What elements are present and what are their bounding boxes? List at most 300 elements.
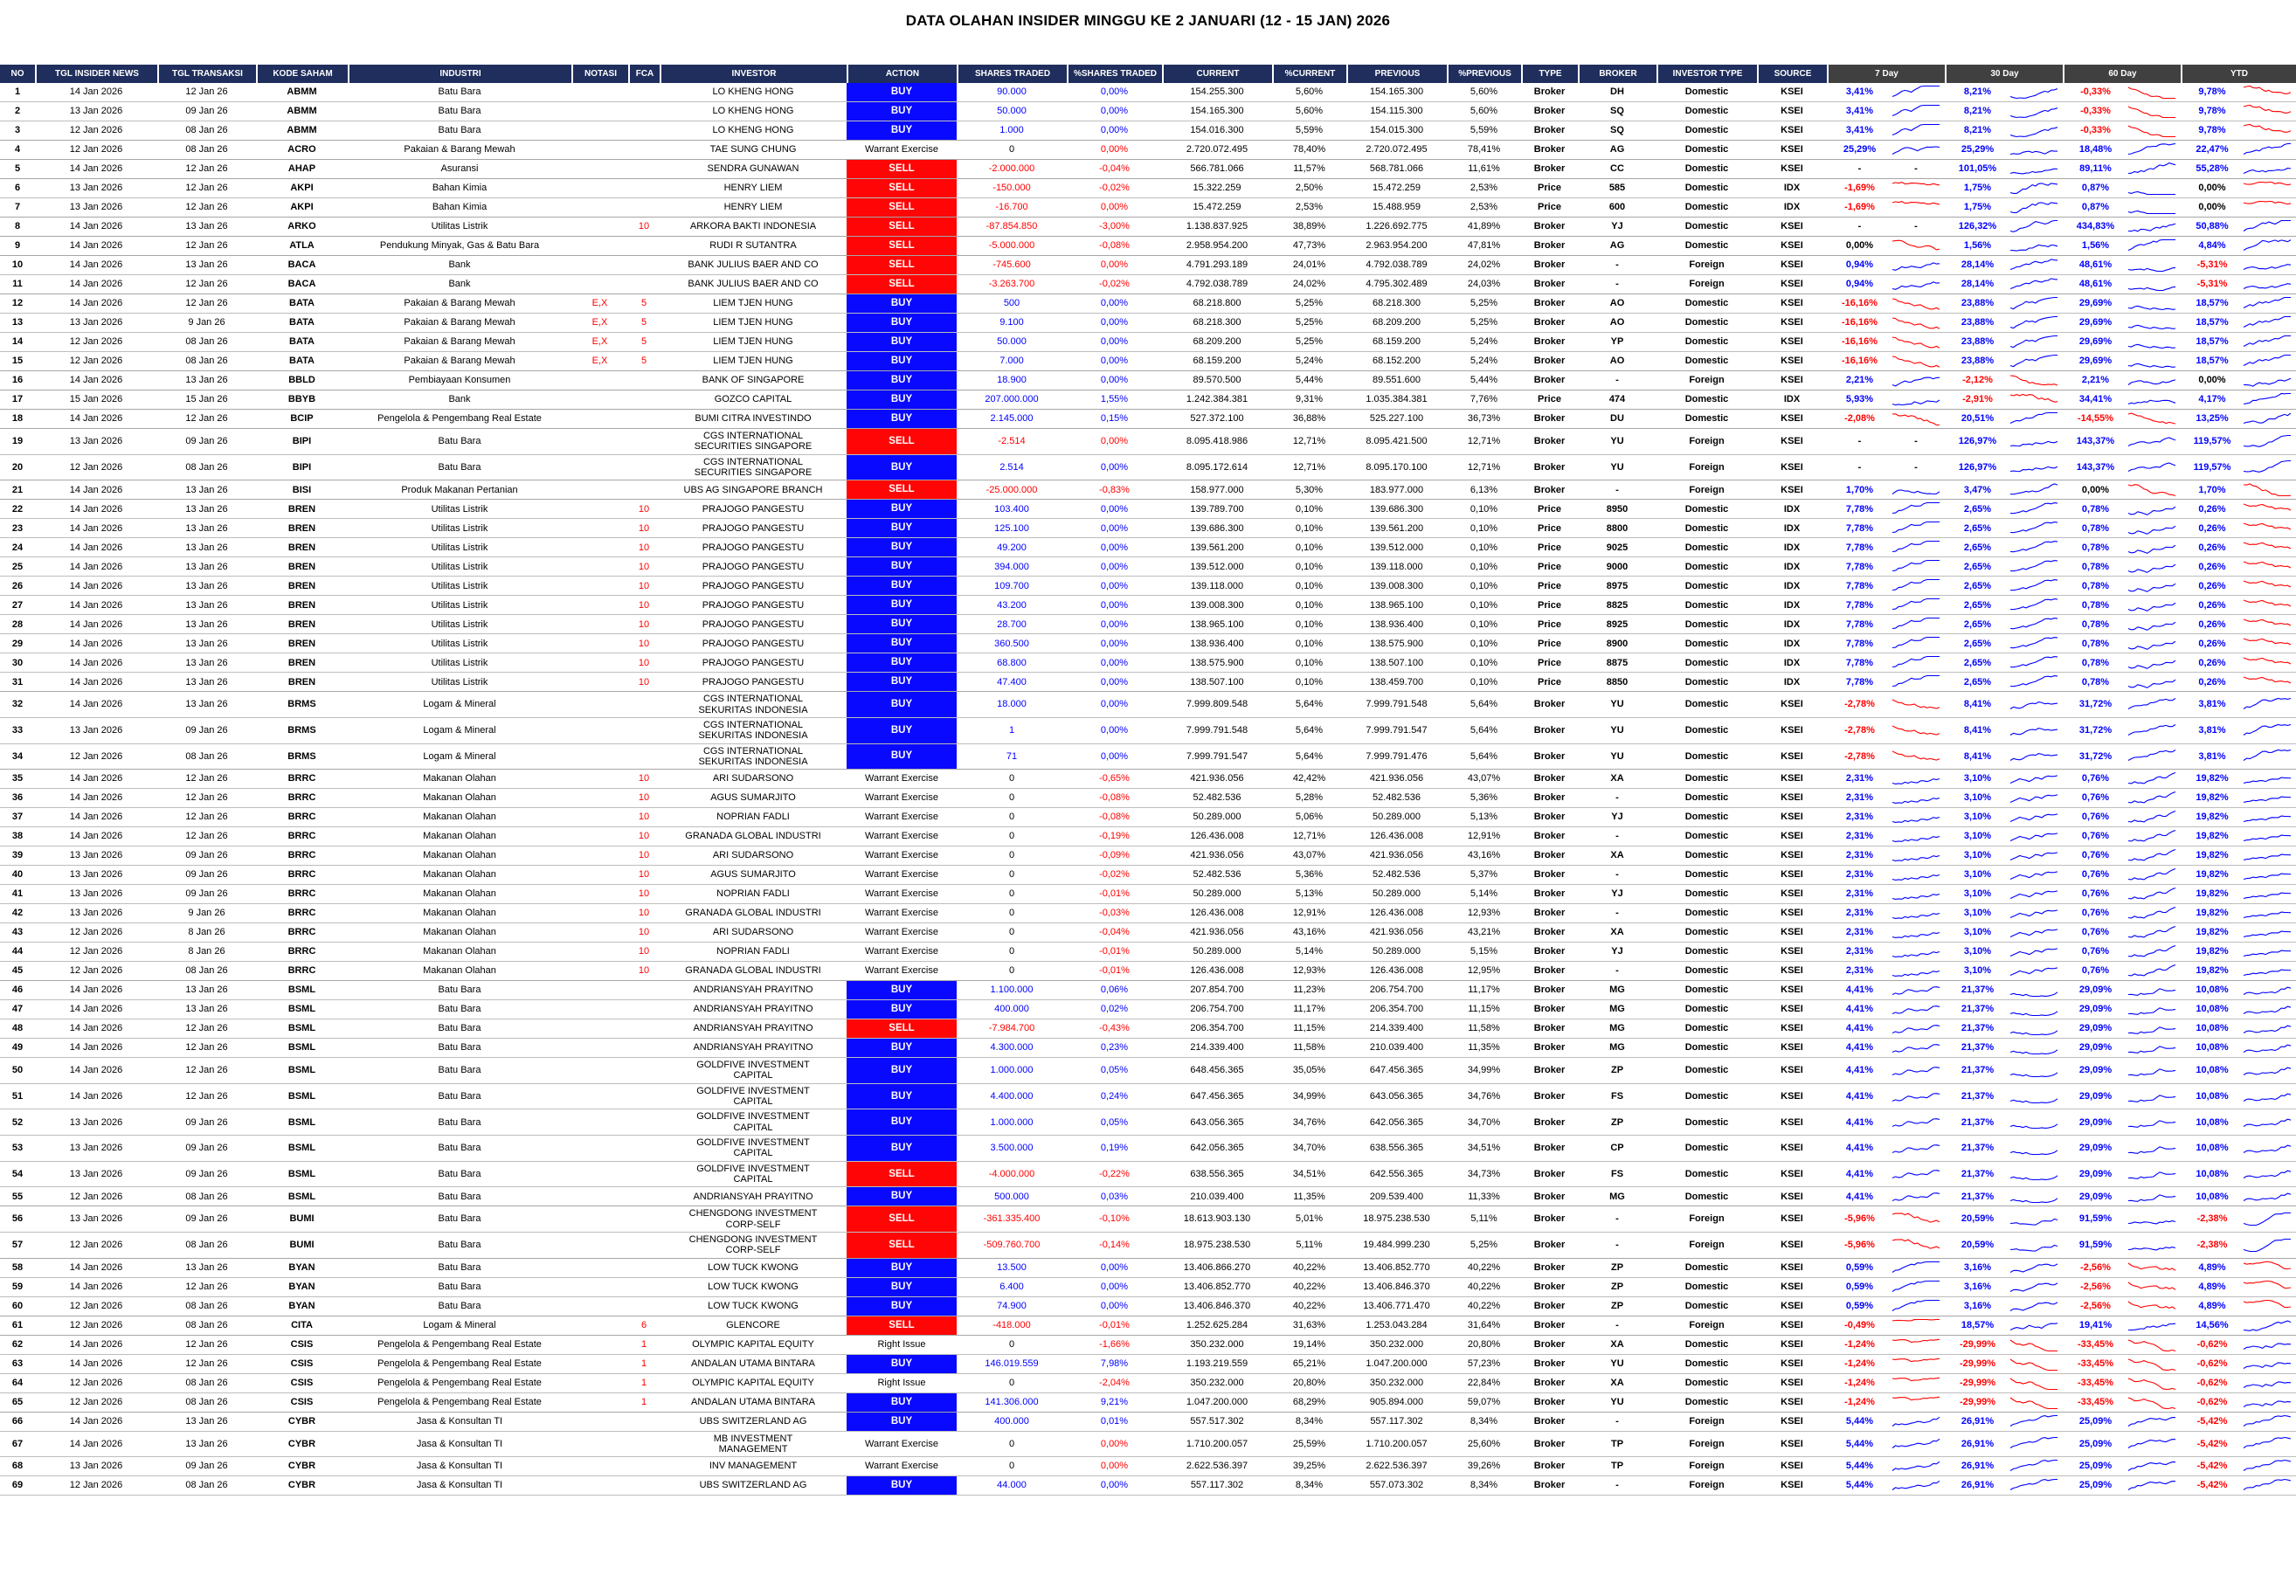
cell-trend-ytd: [2181, 634, 2296, 653]
cell-kode-saham: CYBR: [287, 1415, 316, 1427]
cell-current: 210.039.400: [1190, 1191, 1244, 1202]
cell-trend-ytd: [2181, 1413, 2296, 1431]
cell-fca: [628, 1039, 660, 1057]
cell-trend-d7: [1827, 1316, 1945, 1335]
cell-pct-current: 78,40%: [1292, 144, 1326, 155]
cell-tgl-transaksi: 13 Jan 26: [185, 657, 228, 668]
cell-tgl-transaksi: 09 Jan 26: [185, 1461, 228, 1472]
cell-pct-shares-traded: -0,09%: [1099, 850, 1130, 861]
cell-trend-ytd: [2181, 866, 2296, 884]
cell-trend-d60: [2063, 962, 2181, 980]
cell-previous: 126.436.008: [1369, 831, 1424, 842]
cell-investor-type: Domestic: [1684, 240, 1729, 252]
trend-value-d30: 3,10%: [1963, 850, 1992, 861]
cell-shares-traded: -745.600: [992, 259, 1031, 271]
trend-value-d7: 2,31%: [1845, 965, 1874, 977]
cell-broker: XA: [1610, 1338, 1624, 1350]
trend-value-ytd: 4,89%: [2198, 1261, 2226, 1273]
cell-fca: 10: [638, 638, 650, 649]
table-row: [0, 314, 2296, 333]
cell-notasi: [571, 179, 628, 197]
cell-notasi: [571, 519, 628, 537]
cell-action: [847, 352, 957, 370]
cell-source: KSEI: [1781, 336, 1803, 348]
sparkline-placeholder: -: [1914, 221, 1918, 232]
cell-investor: HENRY LIEM: [723, 183, 783, 194]
cell-investor: CGS INTERNATIONAL SECURITIES SINGAPORE: [694, 431, 813, 453]
cell-trend-ytd: [2181, 1476, 2296, 1495]
trend-value-d60: 29,09%: [2078, 1042, 2113, 1054]
trend-value-d7: 2,31%: [1845, 812, 1874, 823]
sparkline-60day-chart: [2127, 674, 2177, 689]
cell-previous: 68.159.200: [1372, 336, 1421, 348]
cell-notasi: [571, 1432, 628, 1457]
cell-action: [847, 1457, 957, 1475]
action-badge: BUY: [847, 83, 957, 101]
cell-trend-d60: [2063, 596, 2181, 614]
cell-source: KSEI: [1781, 750, 1803, 762]
cell-tgl-transaksi: 08 Jan 26: [185, 1377, 228, 1388]
cell-pct-shares-traded: -0,08%: [1099, 812, 1130, 823]
cell-type: Broker: [1533, 86, 1566, 98]
cell-shares-traded: 71: [1006, 750, 1018, 762]
cell-source: KSEI: [1781, 725, 1803, 736]
cell-trend-ytd: [2181, 1393, 2296, 1412]
cell-source: KSEI: [1781, 298, 1803, 309]
cell-fca: 10: [638, 657, 650, 668]
cell-source: KSEI: [1781, 221, 1803, 232]
trend-value-d30: -29,99%: [1960, 1396, 1995, 1407]
trend-value-ytd: 1,70%: [2198, 484, 2226, 495]
sparkline-30day-chart: [2009, 296, 2059, 311]
cell-current: 13.406.852.770: [1183, 1281, 1251, 1292]
cell-fca: [628, 198, 660, 217]
cell-type: Broker: [1533, 1116, 1566, 1128]
cell-broker: -: [1615, 259, 1619, 271]
cell-no: 45: [11, 965, 24, 977]
sparkline-yt-chart: [2242, 655, 2293, 670]
cell-kode-saham: BBLD: [288, 375, 315, 386]
cell-no: 28: [11, 618, 24, 630]
sparkline-30day-chart: [2009, 1376, 2059, 1391]
cell-trend-d7: [1827, 1084, 1945, 1109]
cell-trend-d60: [2063, 1109, 2181, 1135]
sparkline-30day-chart: [2009, 749, 2059, 763]
sparkline-60day-chart: [2127, 1414, 2177, 1429]
cell-industri: Pakaian & Barang Mewah: [404, 336, 515, 348]
cell-trend-ytd: [2181, 1206, 2296, 1232]
trend-value-d30: 3,10%: [1963, 831, 1992, 842]
trend-value-d7: 7,78%: [1845, 638, 1874, 649]
cell-fca: 10: [638, 869, 650, 881]
trend-value-ytd: 4,89%: [2198, 1281, 2226, 1292]
sparkline-30day-chart: [2009, 162, 2059, 176]
cell-no: 37: [11, 812, 24, 823]
cell-no: 13: [11, 317, 24, 328]
cell-industri: Batu Bara: [438, 1168, 481, 1179]
cell-shares-traded: 49.200: [997, 542, 1027, 553]
cell-tgl-insider-news: 14 Jan 2026: [69, 259, 123, 271]
trend-value-d30: 1,75%: [1963, 183, 1992, 194]
cell-pct-current: 5,11%: [1296, 1240, 1323, 1251]
table-row: [0, 352, 2296, 371]
cell-tgl-transaksi: 08 Jan 26: [185, 1300, 228, 1311]
sparkline-60day-chart: [2127, 501, 2177, 516]
trend-value-ytd: 19,82%: [2196, 946, 2229, 957]
sparkline-7day-chart: [1891, 238, 1941, 253]
trend-value-d7: 5,44%: [1845, 1415, 1874, 1427]
cell-trend-d7: [1827, 1259, 1945, 1277]
trend-value-d60: 34,41%: [2078, 394, 2113, 405]
sparkline-7day-chart: [1891, 392, 1941, 407]
column-header-row: [0, 65, 2296, 83]
cell-no: 39: [11, 850, 24, 861]
cell-tgl-transaksi: 9 Jan 26: [188, 908, 225, 919]
cell-pct-shares-traded: 0,05%: [1100, 1116, 1129, 1128]
cell-notasi: [571, 1058, 628, 1083]
cell-pct-current: 65,21%: [1292, 1358, 1326, 1369]
sparkline-60day-chart: [2127, 162, 2177, 176]
cell-action: [847, 1336, 957, 1354]
cell-pct-current: 0,10%: [1295, 503, 1324, 515]
cell-notasi: [571, 1476, 628, 1495]
cell-shares-traded: -87.854.850: [985, 221, 1038, 232]
cell-tgl-insider-news: 14 Jan 2026: [69, 773, 123, 784]
cell-previous: 7.999.791.547: [1366, 725, 1428, 736]
cell-trend-ytd: [2181, 943, 2296, 961]
cell-kode-saham: BRRC: [287, 888, 316, 900]
cell-type: Broker: [1533, 1261, 1566, 1273]
cell-notasi: [571, 1019, 628, 1038]
cell-industri: Pembiayaan Konsumen: [408, 375, 511, 386]
cell-trend-d7: [1827, 789, 1945, 807]
cell-investor: LOW TUCK KWONG: [708, 1261, 799, 1273]
cell-kode-saham: ABMM: [287, 125, 317, 136]
cell-trend-d30: [1945, 500, 2063, 518]
cell-tgl-transaksi: 08 Jan 26: [185, 1191, 228, 1202]
cell-industri: Pengelola & Pengembang Real Estate: [377, 1338, 542, 1350]
cell-broker: AG: [1609, 144, 1625, 155]
cell-type: Broker: [1533, 461, 1566, 473]
cell-source: KSEI: [1781, 965, 1803, 977]
cell-investor: ARKORA BAKTI INDONESIA: [689, 221, 817, 232]
cell-industri: Jasa & Konsultan TI: [416, 1480, 503, 1491]
cell-kode-saham: BRRC: [287, 812, 316, 823]
table-row: [0, 885, 2296, 904]
cell-trend-ytd: [2181, 390, 2296, 409]
cell-pct-shares-traded: -0,14%: [1099, 1240, 1130, 1251]
cell-source: KSEI: [1781, 144, 1803, 155]
cell-pct-current: 0,10%: [1295, 657, 1324, 668]
trend-value-d7: -1,69%: [1844, 183, 1875, 194]
cell-trend-d30: [1945, 577, 2063, 595]
cell-trend-d60: [2063, 1413, 2181, 1431]
sparkline-30day-chart: [2009, 636, 2059, 651]
cell-trend-d7: [1827, 1206, 1945, 1232]
cell-shares-traded: 1.100.000: [990, 985, 1034, 996]
cell-investor: GLENCORE: [726, 1319, 780, 1330]
sparkline-7day-chart: [1891, 1166, 1941, 1181]
cell-kode-saham: AKPI: [290, 183, 314, 194]
cell-action: [847, 1019, 957, 1038]
cell-type: Broker: [1533, 106, 1566, 117]
trend-value-ytd: 18,57%: [2196, 298, 2229, 309]
cell-trend-d30: [1945, 808, 2063, 826]
sparkline-30day-chart: [2009, 1238, 2059, 1253]
cell-no: 65: [11, 1396, 24, 1407]
cell-shares-traded: 400.000: [994, 1415, 1029, 1427]
cell-pct-current: 34,51%: [1292, 1168, 1326, 1179]
table-row: [0, 1019, 2296, 1039]
cell-no: 55: [11, 1191, 24, 1202]
cell-current: 1.193.219.559: [1186, 1358, 1248, 1369]
trend-value-d60: 29,09%: [2078, 1191, 2113, 1202]
cell-trend-d7: [1827, 390, 1945, 409]
cell-tgl-transaksi: 13 Jan 26: [185, 1261, 228, 1273]
cell-current: 350.232.000: [1190, 1338, 1244, 1350]
cell-notasi: [571, 371, 628, 390]
cell-notasi: [571, 943, 628, 961]
cell-shares-traded: 18.000: [997, 699, 1027, 710]
action-badge: BUY: [847, 673, 957, 691]
cell-action: [847, 634, 957, 653]
cell-fca: [628, 1476, 660, 1495]
cell-broker: DU: [1610, 413, 1624, 425]
table-row: [0, 769, 2296, 789]
cell-trend-d60: [2063, 718, 2181, 743]
trend-value-d7: 2,31%: [1845, 850, 1874, 861]
cell-pct-previous: 40,22%: [1467, 1281, 1501, 1292]
cell-previous: 421.936.056: [1369, 850, 1424, 861]
sparkline-7day-chart: [1891, 636, 1941, 651]
trend-value-d7: 3,41%: [1845, 86, 1874, 98]
sparkline-30day-chart: [2009, 1212, 2059, 1226]
cell-no: 68: [11, 1461, 24, 1472]
cell-notasi: [571, 275, 628, 294]
cell-source: IDX: [1783, 618, 1801, 630]
cell-current: 8.095.172.614: [1186, 461, 1248, 473]
cell-pct-current: 5,13%: [1295, 888, 1324, 900]
cell-current: 68.209.200: [1193, 336, 1241, 348]
cell-trend-d60: [2063, 1019, 2181, 1038]
cell-notasi: [571, 256, 628, 274]
trend-value-d60: 31,72%: [2078, 750, 2113, 762]
cell-investor: BUMI CITRA INVESTINDO: [695, 413, 812, 425]
trend-value-d30: 1,56%: [1963, 240, 1992, 252]
cell-investor: ANDALAN UTAMA BINTARA: [690, 1358, 815, 1369]
cell-previous: 350.232.000: [1369, 1338, 1424, 1350]
cell-investor: CGS INTERNATIONAL SECURITIES SINGAPORE: [694, 456, 813, 478]
cell-no: 21: [11, 484, 24, 495]
column-header-shares: SHARES TRADED: [957, 65, 1067, 83]
trend-value-d30: 8,21%: [1963, 106, 1992, 117]
cell-tgl-insider-news: 14 Jan 2026: [69, 1261, 123, 1273]
cell-investor-type: Domestic: [1684, 831, 1729, 842]
trend-value-d30: 3,10%: [1963, 888, 1992, 900]
cell-pct-current: 11,35%: [1293, 1191, 1325, 1202]
cell-pct-shares-traded: -3,00%: [1099, 221, 1130, 232]
cell-tgl-insider-news: 14 Jan 2026: [69, 561, 123, 572]
trend-value-d7: 4,41%: [1845, 1168, 1874, 1179]
cell-no: 18: [11, 413, 24, 425]
cell-action: [847, 1432, 957, 1457]
trend-value-d30: 23,88%: [1961, 336, 1995, 348]
cell-broker: FS: [1610, 1168, 1624, 1179]
sparkline-60day-chart: [2127, 373, 2177, 388]
cell-action: [847, 538, 957, 556]
sparkline-yt-chart: [2242, 354, 2293, 369]
cell-investor: MB INVESTMENT MANAGEMENT: [713, 1433, 793, 1454]
table-row: [0, 827, 2296, 846]
cell-trend-d60: [2063, 557, 2181, 576]
cell-action: [847, 1476, 957, 1495]
cell-shares-traded: 141.306.000: [985, 1396, 1039, 1407]
cell-investor: PRAJOGO PANGESTU: [702, 657, 805, 668]
cell-investor-type: Foreign: [1689, 436, 1725, 447]
trend-value-ytd: 9,78%: [2198, 125, 2226, 136]
cell-industri: Batu Bara: [438, 1213, 481, 1225]
cell-previous: 643.056.365: [1369, 1090, 1424, 1102]
cell-broker: -: [1615, 831, 1619, 842]
cell-tgl-insider-news: 13 Jan 2026: [69, 183, 123, 194]
cell-pct-current: 36,88%: [1292, 413, 1326, 425]
cell-no: 56: [11, 1213, 24, 1225]
trend-value-ytd: 10,08%: [2196, 1090, 2229, 1102]
cell-no: 9: [14, 240, 21, 252]
table-row: [0, 428, 2296, 455]
cell-action: [847, 333, 957, 351]
cell-trend-ytd: [2181, 1039, 2296, 1057]
cell-tgl-transaksi: 12 Jan 26: [185, 298, 228, 309]
trend-value-ytd: 4,89%: [2198, 1300, 2226, 1311]
cell-fca: 5: [640, 356, 647, 367]
cell-pct-shares-traded: 0,03%: [1100, 1191, 1129, 1202]
cell-tgl-insider-news: 14 Jan 2026: [69, 618, 123, 630]
trend-value-d30: 21,37%: [1961, 985, 1995, 996]
cell-pct-previous: 5,25%: [1470, 1240, 1498, 1251]
cell-broker: 585: [1608, 183, 1626, 194]
cell-investor-type: Domestic: [1684, 317, 1729, 328]
cell-shares-traded: -2.514: [998, 436, 1026, 447]
cell-broker: AO: [1609, 298, 1625, 309]
action-badge: BUY: [847, 314, 957, 332]
sparkline-7day-chart: [1891, 791, 1941, 805]
cell-investor-type: Domestic: [1684, 927, 1729, 938]
cell-industri: Produk Makanan Pertanian: [401, 484, 518, 495]
cell-trend-d60: [2063, 480, 2181, 499]
cell-industri: Asuransi: [440, 163, 479, 175]
cell-trend-d30: [1945, 1259, 2063, 1277]
cell-broker: MG: [1609, 985, 1625, 996]
cell-investor-type: Domestic: [1684, 638, 1729, 649]
cell-trend-d30: [1945, 1297, 2063, 1316]
cell-type: Broker: [1533, 1004, 1566, 1015]
cell-trend-d7: [1827, 160, 1945, 178]
cell-investor-type: Foreign: [1689, 1240, 1725, 1251]
cell-notasi: [571, 789, 628, 807]
cell-previous: 1.047.200.000: [1366, 1358, 1428, 1369]
action-badge: BUY: [847, 352, 957, 370]
cell-trend-d60: [2063, 692, 2181, 717]
cell-no: 5: [14, 163, 21, 175]
trend-value-ytd: 10,08%: [2196, 985, 2229, 996]
trend-value-ytd: 0,26%: [2198, 503, 2226, 515]
cell-fca: [628, 1457, 660, 1475]
cell-investor-type: Domestic: [1684, 812, 1729, 823]
cell-previous: 7.999.791.476: [1366, 750, 1428, 762]
sparkline-30day-chart: [2009, 887, 2059, 902]
cell-notasi: [571, 1316, 628, 1335]
cell-no: 14: [11, 336, 24, 348]
cell-investor-type: Domestic: [1684, 657, 1729, 668]
cell-previous: 13.406.771.470: [1363, 1300, 1430, 1311]
cell-current: 557.517.302: [1190, 1415, 1244, 1427]
table-row: [0, 866, 2296, 885]
trend-value-d60: 0,76%: [2081, 888, 2110, 900]
cell-notasi: [571, 455, 628, 480]
sparkline-60day-chart: [2127, 771, 2177, 786]
cell-investor-type: Domestic: [1684, 1396, 1729, 1407]
cell-fca: [628, 1109, 660, 1135]
cell-tgl-insider-news: 12 Jan 2026: [69, 336, 123, 348]
trend-value-d30: 20,59%: [1961, 1240, 1995, 1251]
cell-tgl-transaksi: 12 Jan 26: [185, 812, 228, 823]
cell-fca: [628, 692, 660, 717]
cell-trend-ytd: [2181, 237, 2296, 255]
cell-trend-ytd: [2181, 1374, 2296, 1392]
cell-trend-d7: [1827, 866, 1945, 884]
sparkline-yt-chart: [2242, 723, 2293, 738]
cell-source: KSEI: [1781, 1358, 1803, 1369]
cell-broker: 474: [1608, 394, 1626, 405]
cell-pct-shares-traded: 9,21%: [1100, 1396, 1129, 1407]
cell-pct-current: 5,24%: [1295, 356, 1324, 367]
cell-kode-saham: BRRC: [287, 773, 316, 784]
cell-trend-d30: [1945, 352, 2063, 370]
sparkline-60day-chart: [2127, 181, 2177, 196]
trend-value-d7: 4,41%: [1845, 1191, 1874, 1202]
trend-value-d60: 0,78%: [2081, 618, 2110, 630]
cell-investor-type: Foreign: [1689, 1480, 1725, 1491]
cell-current: 7.999.809.548: [1186, 699, 1248, 710]
trend-value-d7: 4,41%: [1845, 1004, 1874, 1015]
cell-notasi: [571, 390, 628, 409]
sparkline-30day-chart: [2009, 964, 2059, 978]
cell-shares-traded: 103.400: [994, 503, 1029, 515]
cell-source: KSEI: [1781, 888, 1803, 900]
cell-industri: Batu Bara: [438, 1090, 481, 1102]
cell-tgl-transaksi: 13 Jan 26: [185, 638, 228, 649]
cell-investor: CHENGDONG INVESTMENT CORP-SELF: [688, 1233, 818, 1256]
cell-pct-current: 0,10%: [1295, 599, 1324, 611]
trend-value-d60: 91,59%: [2078, 1240, 2113, 1251]
cell-trend-d60: [2063, 275, 2181, 294]
cell-type: Broker: [1533, 125, 1566, 136]
trend-value-ytd: 13,25%: [2196, 413, 2229, 425]
cell-industri: Batu Bara: [438, 1240, 481, 1251]
cell-kode-saham: BREN: [287, 542, 316, 553]
sparkline-30day-chart: [2009, 1436, 2059, 1451]
cell-previous: 13.406.846.370: [1363, 1281, 1430, 1292]
cell-tgl-insider-news: 12 Jan 2026: [69, 1191, 123, 1202]
cell-pct-previous: 24,02%: [1467, 259, 1501, 271]
cell-pct-shares-traded: 0,00%: [1100, 1281, 1129, 1292]
cell-type: Broker: [1533, 484, 1566, 495]
cell-action: [847, 160, 957, 178]
table-row: [0, 980, 2296, 1000]
cell-previous: 138.459.700: [1369, 676, 1424, 687]
trend-value-d60: 0,00%: [2081, 484, 2110, 495]
